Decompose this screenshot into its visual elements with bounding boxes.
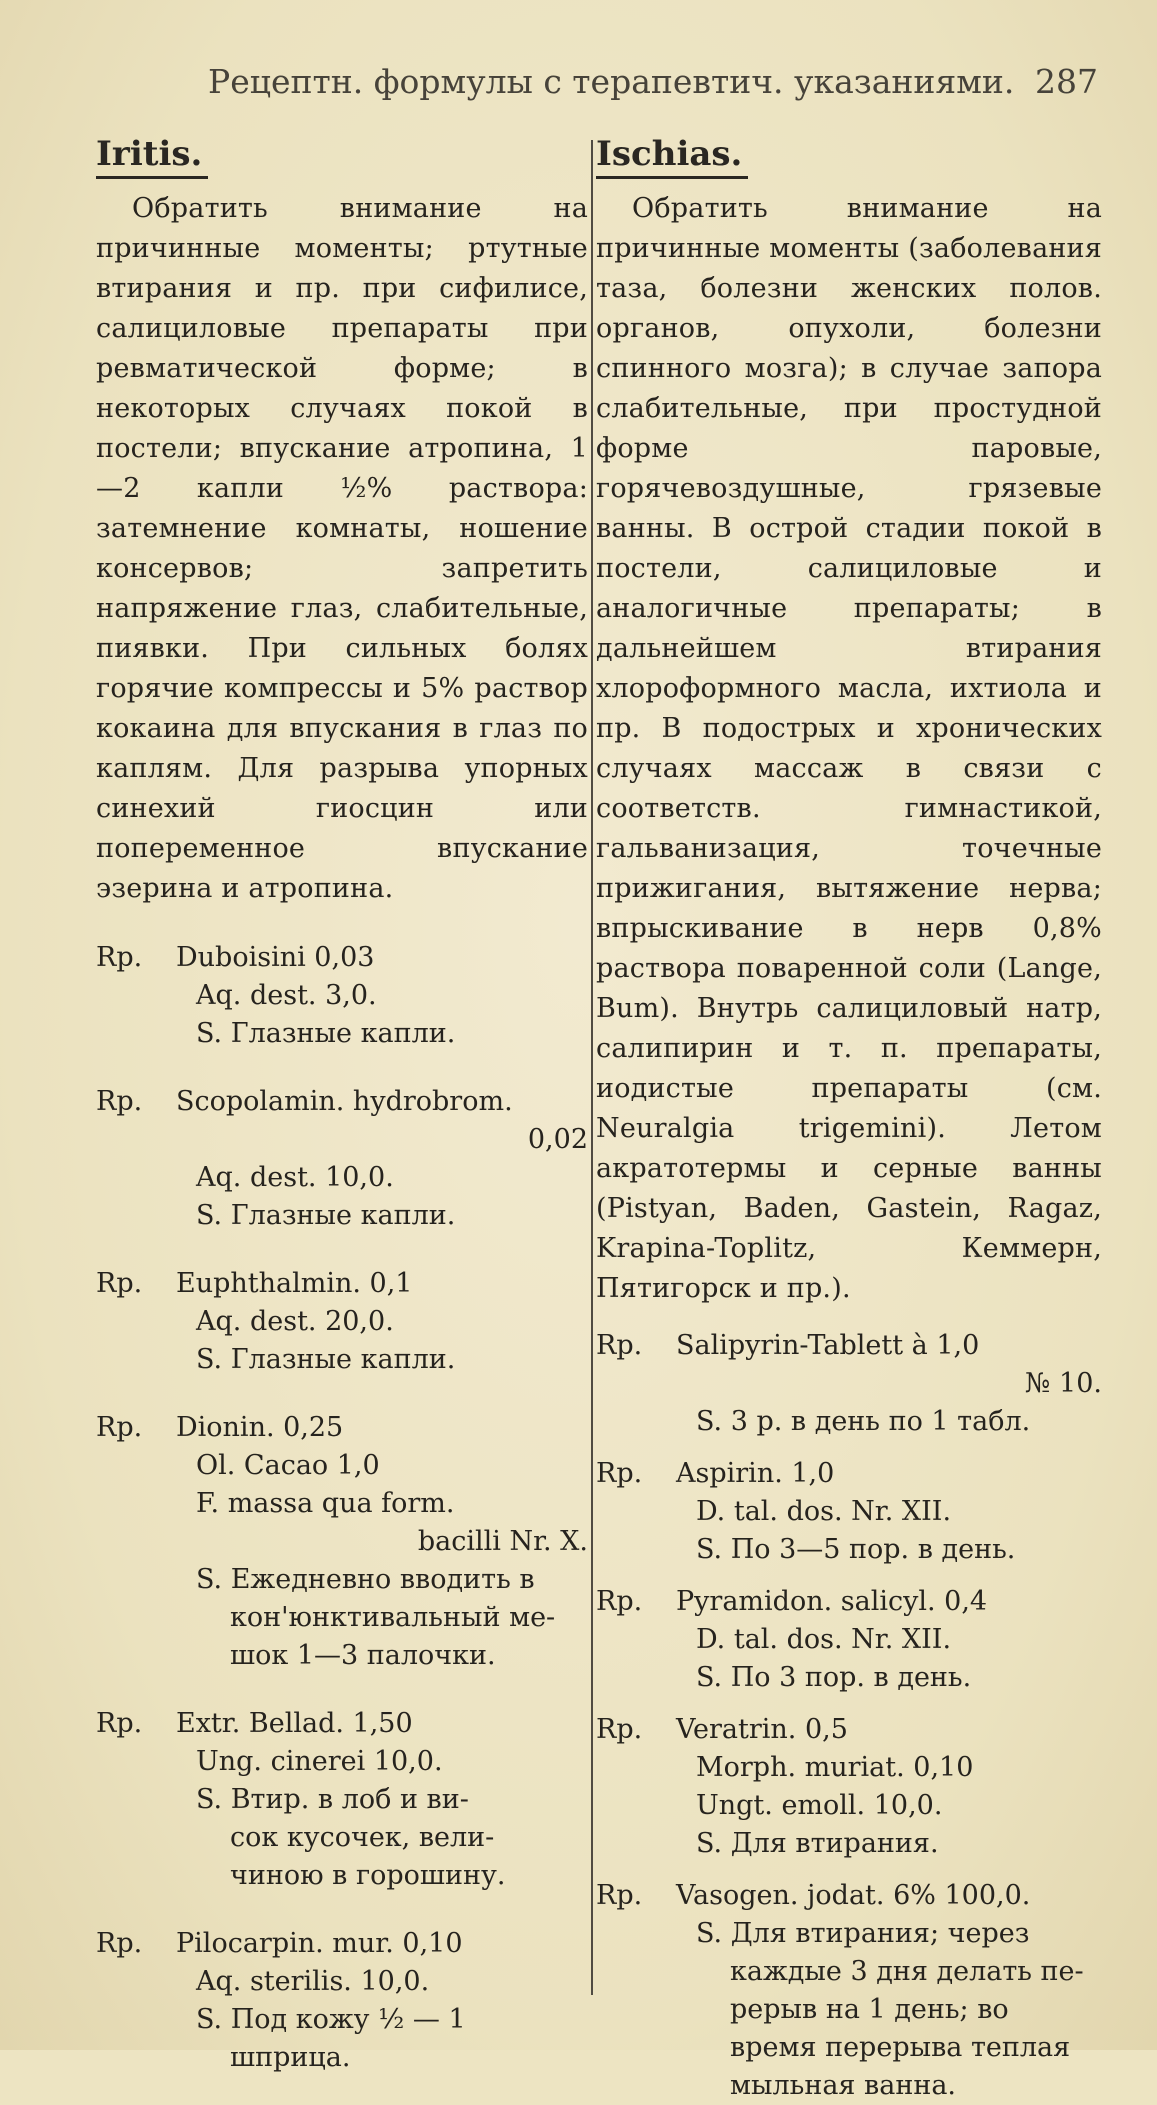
recipe-first-line: [596, 1327, 1102, 1365]
recipe-ingredient: Ungt. emoll. 10,0.: [696, 1790, 943, 1821]
recipe-signa: каждые 3 дня делать пе-: [730, 1956, 1084, 1987]
recipe-first-line: [96, 1265, 588, 1303]
section-text-iritis: Обратить внимание на причинные моменты; ртутные втирания и пр. при сифилисе, салициловые препараты при ревматической форме; в некоторых случаях покой в постели; впускание атропина, 1—2 капли ½% раствора: затемнение комнаты, ношение консервов; запретить напряжение глаз, слабительные, пиявки. При сильных болях горячие компрессы и 5% раствор кокаина для впускания в глаз по каплям. Для разрыва упорных синехий гиосцин или попеременное впускание эзерина и атропина.: [96, 193, 588, 904]
recipe-signa: S. 3 р. в день по 1 табл.: [696, 1406, 1031, 1437]
recipe: [596, 1583, 1102, 1697]
recipe-rp-label: Rp.: [96, 942, 143, 973]
section-heading-ischias: Ischias.: [596, 130, 748, 179]
recipe-ingredient: F. massa qua form.: [196, 1488, 455, 1519]
running-head-title: Рецептн. формулы с терапевтич. указаниями.: [208, 62, 1015, 101]
recipe-ingredient: Ol. Cacao 1,0: [196, 1450, 380, 1481]
recipe-continuation: 0,02: [527, 1124, 588, 1155]
recipe-ingredient: Pyramidon. salicyl. 0,4: [676, 1586, 988, 1617]
recipe-ingredient: Pilocarpin. mur. 0,10: [176, 1928, 463, 1959]
recipe: [596, 1877, 1102, 2105]
recipe-continuation: bacilli Nr. X.: [417, 1526, 588, 1557]
recipe-rp-label: Rp.: [596, 1458, 643, 1489]
recipe: [596, 1711, 1102, 1863]
recipe-signa: S. Для втирания; через: [696, 1918, 1030, 1949]
running-head: [208, 62, 1098, 112]
recipe-ingredient: Vasogen. jodat. 6% 100,0.: [676, 1880, 1031, 1911]
recipe-ingredient: D. tal. dos. Nr. XII.: [696, 1624, 952, 1655]
recipe-signa: S. Глазные капли.: [196, 1200, 456, 1231]
recipe-rp-label: Rp.: [96, 1928, 143, 1959]
recipe-rp-label: Rp.: [596, 1880, 643, 1911]
recipe-first-line: [96, 1409, 588, 1447]
recipe-signa: кон'юнктивальный ме-: [230, 1602, 556, 1633]
recipe-signa: S. По 3 пор. в день.: [696, 1662, 972, 1693]
recipe-signa: S. Под кожу ½ — 1: [196, 2004, 466, 2035]
recipe: [96, 1083, 588, 1235]
recipe-rp-label: Rp.: [596, 1586, 643, 1617]
recipe-first-line: [96, 1705, 588, 1743]
recipe: [96, 1925, 588, 2077]
recipe-list-iritis: [96, 939, 588, 2077]
recipe-rp-label: Rp.: [96, 1412, 143, 1443]
recipe-first-line: [596, 1711, 1102, 1749]
section-text-ischias: Обратить внимание на причинные моменты (заболевания таза, болезни женских полов. органов, опухоли, болезни спинного мозга); в случае запора слабительные, при простудной форме паровые, горячевоздушные, грязевые ванны. В острой стадии покой в постели, салициловые и аналогичные препараты; в дальнейшем втирания хлороформного масла, ихтиола и пр. В подострых и хронических случаях массаж в связи с соответств. гимнастикой, гальванизация, точечные прижигания, вытяжение нерва; впрыскивание в нерв 0,8% раствора поваренной соли (Lange, Bum). Внутрь салициловый натр, салипирин и т. п. препараты, иодистые препараты (см. Neuralgia trigemini). Летом акратотермы и серные ванны (Pistyan, Baden, Gastein, Ragaz, Krapina-Toplitz, Кеммерн, Пятигорск и пр.).: [596, 193, 1102, 1304]
recipe: [96, 1265, 588, 1379]
recipe-ingredient: Scopolamin. hydrobrom.: [176, 1086, 513, 1117]
recipe-rp-label: Rp.: [96, 1268, 143, 1299]
recipe-signa: рерыв на 1 день; во: [730, 1994, 1009, 2025]
recipe-ingredient: Dionin. 0,25: [176, 1412, 344, 1443]
recipe-ingredient: Ung. cinerei 10,0.: [196, 1746, 443, 1777]
recipe-signa: сок кусочек, вели-: [230, 1822, 495, 1853]
recipe-first-line: [596, 1877, 1102, 1915]
section-heading-iritis: Iritis.: [96, 130, 208, 179]
recipe-rp-label: Rp.: [596, 1330, 643, 1361]
page-number: 287: [1035, 62, 1098, 101]
recipe-ingredient: Aq. dest. 20,0.: [196, 1306, 394, 1337]
recipe-signa: S. Для втирания.: [696, 1828, 939, 1859]
column-divider: [591, 140, 593, 1995]
recipe-signa: мыльная ванна.: [730, 2070, 957, 2101]
recipe-ingredient: Extr. Bellad. 1,50: [176, 1708, 413, 1739]
recipe: [596, 1327, 1102, 1441]
recipe: [96, 1705, 588, 1895]
recipe-ingredient: D. tal. dos. Nr. XII.: [696, 1496, 952, 1527]
column-ischias: [596, 130, 1102, 2101]
recipe-signa: S. Глазные капли.: [196, 1018, 456, 1049]
recipe-rp-label: Rp.: [596, 1714, 643, 1745]
recipe-first-line: [596, 1583, 1102, 1621]
recipe-continuation: № 10.: [1024, 1368, 1102, 1399]
recipe-signa: S. Втир. в лоб и ви-: [196, 1784, 469, 1815]
recipe-rp-label: Rp.: [96, 1086, 143, 1117]
recipe-ingredient: Euphthalmin. 0,1: [176, 1268, 413, 1299]
column-iritis: [96, 130, 588, 2073]
recipe-first-line: [96, 1925, 588, 1963]
recipe-first-line: [596, 1455, 1102, 1493]
recipe-ingredient: Aspirin. 1,0: [676, 1458, 835, 1489]
recipe-signa: шприца.: [230, 2042, 351, 2073]
recipe-rp-label: Rp.: [96, 1708, 143, 1739]
recipe-signa: S. По 3—5 пор. в день.: [696, 1534, 1016, 1565]
recipe-ingredient: Aq. dest. 10,0.: [196, 1162, 394, 1193]
recipe-ingredient: Salipyrin-Tablett à 1,0: [676, 1330, 980, 1361]
recipe-ingredient: Veratrin. 0,5: [676, 1714, 848, 1745]
recipe: [596, 1455, 1102, 1569]
recipe-signa: чиною в горошину.: [230, 1860, 506, 1891]
recipe-ingredient: Duboisini 0,03: [176, 942, 375, 973]
recipe-ingredient: Aq. dest. 3,0.: [196, 980, 377, 1011]
recipe-ingredient: Morph. muriat. 0,10: [696, 1752, 974, 1783]
recipe-first-line: [96, 939, 588, 977]
recipe-signa: шок 1—3 палочки.: [230, 1640, 496, 1671]
recipe-list-ischias: [596, 1327, 1102, 2105]
recipe-signa: S. Ежедневно вводить в: [196, 1564, 535, 1595]
recipe-ingredient: Aq. sterilis. 10,0.: [196, 1966, 430, 1997]
recipe: [96, 939, 588, 1053]
recipe-first-line: [96, 1083, 588, 1121]
recipe-signa: S. Глазные капли.: [196, 1344, 456, 1375]
recipe: [96, 1409, 588, 1675]
recipe-signa: время перерыва теплая: [730, 2032, 1071, 2063]
